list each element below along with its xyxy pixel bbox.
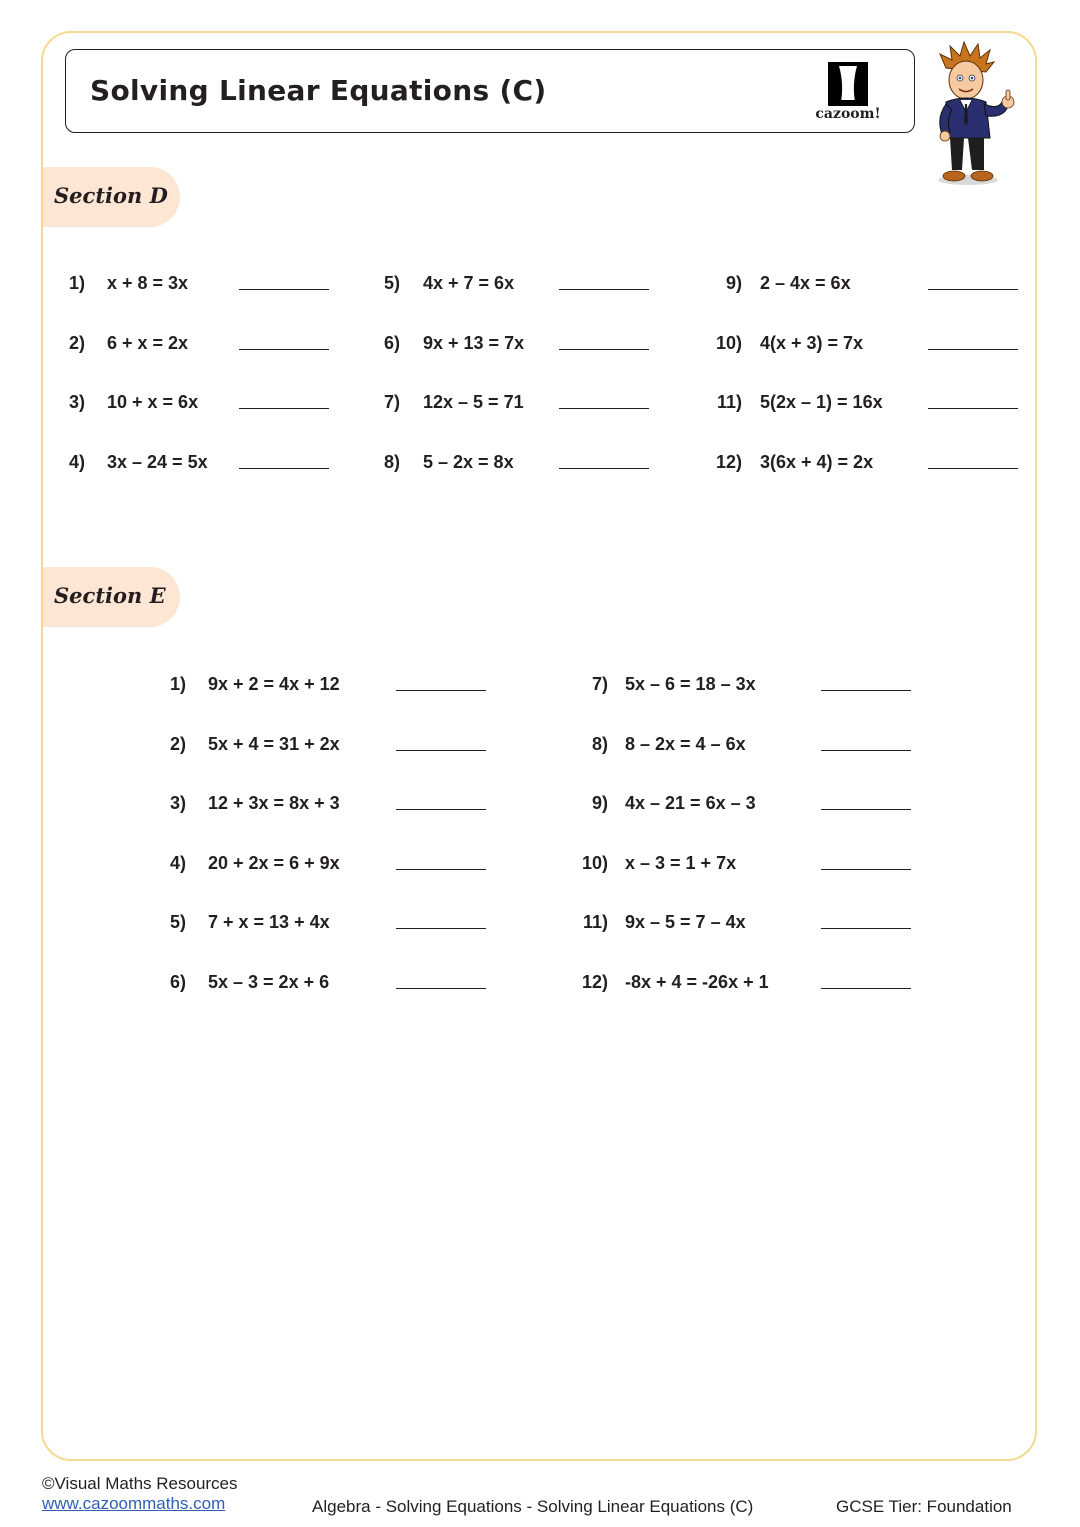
question-number: 5) (383, 273, 400, 293)
footer-tier: GCSE Tier: Foundation (836, 1497, 1012, 1516)
question-equation: 9x + 2 = 4x + 12 (208, 674, 340, 694)
question-equation: 10 + x = 6x (107, 392, 199, 412)
answer-line[interactable] (239, 468, 329, 469)
question-number: 1) (68, 273, 85, 293)
question-number: 11) (716, 392, 742, 412)
answer-line[interactable] (821, 809, 911, 810)
question-number: 5) (169, 912, 186, 933)
question-equation: 6 + x = 2x (107, 332, 189, 353)
answer-line[interactable] (928, 408, 1018, 409)
answer-line[interactable] (559, 289, 649, 290)
question-equation: 12 + 3x = 8x + 3 (208, 793, 340, 814)
answer-line[interactable] (239, 349, 329, 350)
answer-line[interactable] (559, 408, 649, 409)
mascot-boy-thumbs-up-icon (928, 40, 1020, 190)
question-number: 10) (581, 852, 608, 873)
answer-line[interactable] (559, 468, 649, 469)
question-equation: 9x – 5 = 7 – 4x (625, 912, 746, 933)
question-number: 10) (715, 332, 742, 353)
question-number: 4) (68, 451, 85, 472)
answer-line[interactable] (821, 869, 911, 870)
section-e-label: Section E (54, 583, 166, 608)
title-box (65, 49, 915, 133)
question-equation: 12x – 5 = 71 (423, 392, 524, 412)
question-equation: 9x + 13 = 7x (423, 332, 525, 353)
answer-line[interactable] (821, 750, 911, 751)
question-number: 9) (591, 793, 608, 814)
cazoom-logo-icon (808, 60, 888, 108)
question-equation: 7 + x = 13 + 4x (208, 912, 330, 933)
footer-topic: Algebra - Solving Equations - Solving Linear Equations (C) (312, 1497, 754, 1516)
question-number: 7) (591, 674, 608, 694)
question-number: 8) (591, 733, 608, 754)
section-d-tab (43, 167, 180, 227)
answer-line[interactable] (239, 408, 329, 409)
answer-line[interactable] (396, 809, 486, 810)
answer-line[interactable] (821, 988, 911, 989)
answer-line[interactable] (396, 690, 486, 691)
question-equation: 4(x + 3) = 7x (760, 332, 864, 353)
question-equation: x + 8 = 3x (107, 273, 189, 293)
question-number: 8) (383, 451, 400, 472)
section-d-label: Section D (54, 183, 168, 208)
question-number: 1) (169, 674, 186, 694)
question-number: 12) (715, 451, 742, 472)
question-equation: 5x + 4 = 31 + 2x (208, 733, 340, 754)
question-number: 11) (582, 912, 608, 933)
question-equation: 5(2x – 1) = 16x (760, 392, 883, 412)
page-frame (41, 31, 1037, 1461)
question-number: 9) (725, 273, 742, 293)
question-number: 6) (169, 972, 186, 992)
answer-line[interactable] (928, 349, 1018, 350)
section-e-tab (43, 567, 180, 627)
question-equation: x – 3 = 1 + 7x (625, 852, 737, 873)
answer-line[interactable] (928, 468, 1018, 469)
question-equation: 2 – 4x = 6x (760, 273, 851, 293)
answer-line[interactable] (928, 289, 1018, 290)
question-number: 3) (68, 392, 85, 412)
question-equation: 5x – 3 = 2x + 6 (208, 972, 330, 992)
question-equation: 8 – 2x = 4 – 6x (625, 733, 746, 754)
footer-credits (42, 1474, 238, 1514)
answer-line[interactable] (396, 988, 486, 989)
answer-line[interactable] (396, 928, 486, 929)
question-number: 2) (169, 733, 186, 754)
question-number: 2) (68, 332, 85, 353)
answer-line[interactable] (821, 690, 911, 691)
question-equation: 5 – 2x = 8x (423, 451, 514, 472)
answer-line[interactable] (559, 349, 649, 350)
cazoom-logo (808, 60, 888, 124)
question-equation: 3x – 24 = 5x (107, 451, 208, 472)
question-equation: -8x + 4 = -26x + 1 (625, 972, 769, 992)
question-equation: 4x + 7 = 6x (423, 273, 515, 293)
answer-line[interactable] (396, 750, 486, 751)
answer-line[interactable] (821, 928, 911, 929)
question-number: 12) (581, 972, 608, 992)
question-number: 3) (169, 793, 186, 814)
logo-text: cazoom! (815, 106, 881, 122)
answer-line[interactable] (239, 289, 329, 290)
page-title: Solving Linear Equations (C) (90, 74, 547, 107)
copyright-text: ©Visual Maths Resources (42, 1474, 238, 1493)
question-number: 7) (383, 392, 400, 412)
question-equation: 4x – 21 = 6x – 3 (625, 793, 756, 814)
question-equation: 20 + 2x = 6 + 9x (208, 852, 340, 873)
website-link[interactable]: www.cazoommaths.com (42, 1494, 226, 1513)
question-number: 4) (169, 852, 186, 873)
question-number: 6) (383, 332, 400, 353)
answer-line[interactable] (396, 869, 486, 870)
question-equation: 3(6x + 4) = 2x (760, 451, 874, 472)
question-equation: 5x – 6 = 18 – 3x (625, 674, 756, 694)
